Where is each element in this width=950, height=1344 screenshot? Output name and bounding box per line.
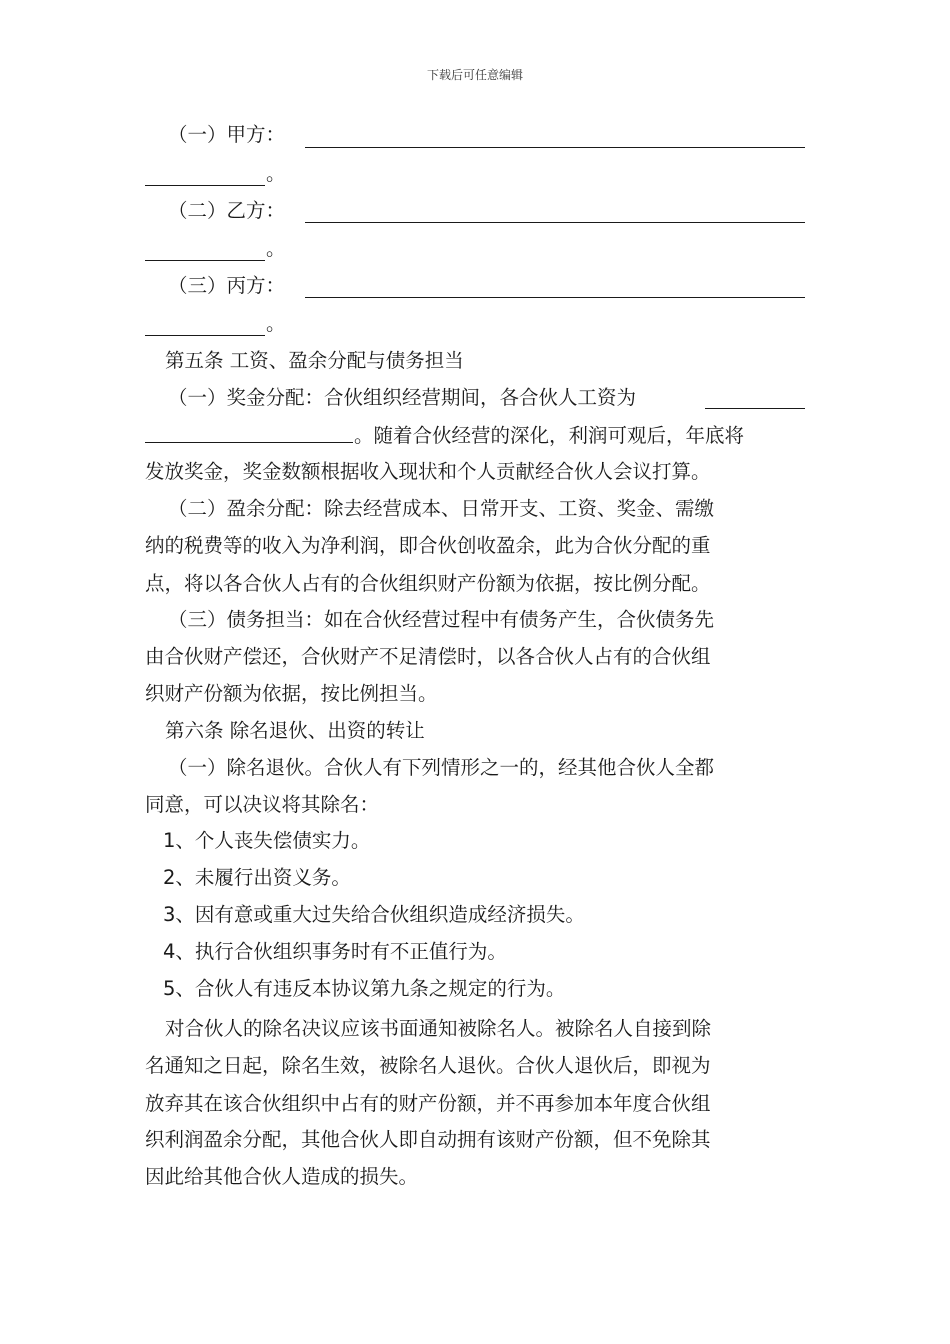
party-b-blank-1: [305, 222, 805, 223]
article5-p1-line2: 。随着合伙经营的深化，利润可观后，年底将: [354, 424, 745, 447]
article5-p3-line2: 由合伙财产偿还，合伙财产不足清偿时，以各合伙人占有的合伙组: [145, 645, 711, 668]
article6-title: 第六条 除名退伙、出资的转让: [165, 719, 425, 742]
article6-p2-line4: 织利润盈余分配，其他合伙人即自动拥有该财产份额，但不免除其: [145, 1128, 711, 1151]
article5-p2-line3: 点，将以各合伙人占有的合伙组织财产份额为依据，按比例分配。: [145, 572, 711, 595]
article6-p2-line3: 放弃其在该合伙组织中占有的财产份额，并不再参加本年度合伙组: [145, 1092, 711, 1115]
article5-p3-line1: （三）债务担当：如在合伙经营过程中有债务产生，合伙债务先: [168, 608, 715, 631]
page-header: 下载后可任意编辑: [426, 68, 523, 82]
article6-p2-line1: 对合伙人的除名决议应该书面通知被除名人。被除名人自接到除: [165, 1017, 712, 1040]
wage-blank-2: [145, 442, 353, 443]
party-b-end: 。: [266, 237, 286, 260]
expulsion-item-3: 3、因有意或重大过失给合伙组织造成经济损失。: [163, 903, 585, 926]
article5-p3-line3: 织财产份额为依据，按比例担当。: [145, 682, 438, 705]
party-b-label: （二）乙方：: [168, 199, 286, 222]
expulsion-item-5: 5、合伙人有违反本协议第九条之规定的行为。: [163, 977, 566, 1000]
party-a-blank-1: [305, 147, 805, 148]
article6-p1-line2: 同意，可以决议将其除名：: [145, 793, 380, 816]
article6-p1-line1: （一）除名退伙。合伙人有下列情形之一的，经其他合伙人全都: [168, 756, 715, 779]
party-c-end: 。: [266, 312, 286, 335]
party-b-blank-2: [145, 260, 265, 261]
article5-p1-line1: （一）奖金分配：合伙组织经营期间，各合伙人工资为: [168, 386, 637, 409]
article6-p2-line2: 名通知之日起，除名生效，被除名人退伙。合伙人退伙后，即视为: [145, 1054, 711, 1077]
party-a-end: 。: [266, 162, 286, 185]
party-a-label: （一）甲方：: [168, 123, 286, 146]
expulsion-item-2: 2、未履行出资义务。: [163, 866, 351, 889]
article5-p1-line3: 发放奖金，奖金数额根据收入现状和个人贡献经合伙人会议打算。: [145, 460, 711, 483]
party-c-label: （三）丙方：: [168, 274, 286, 297]
article5-p2-line1: （二）盈余分配：除去经营成本、日常开支、工资、奖金、需缴: [168, 497, 715, 520]
party-c-blank-2: [145, 335, 265, 336]
article5-title: 第五条 工资、盈余分配与债务担当: [165, 349, 464, 372]
expulsion-item-1: 1、个人丧失偿债实力。: [163, 829, 371, 852]
party-a-blank-2: [145, 185, 265, 186]
article6-p2-line5: 因此给其他合伙人造成的损失。: [145, 1165, 419, 1188]
expulsion-item-4: 4、执行合伙组织事务时有不正值行为。: [163, 940, 507, 963]
party-c-blank-1: [305, 297, 805, 298]
article5-p2-line2: 纳的税费等的收入为净利润，即合伙创收盈余，此为合伙分配的重: [145, 534, 711, 557]
wage-blank-1: [705, 408, 805, 409]
